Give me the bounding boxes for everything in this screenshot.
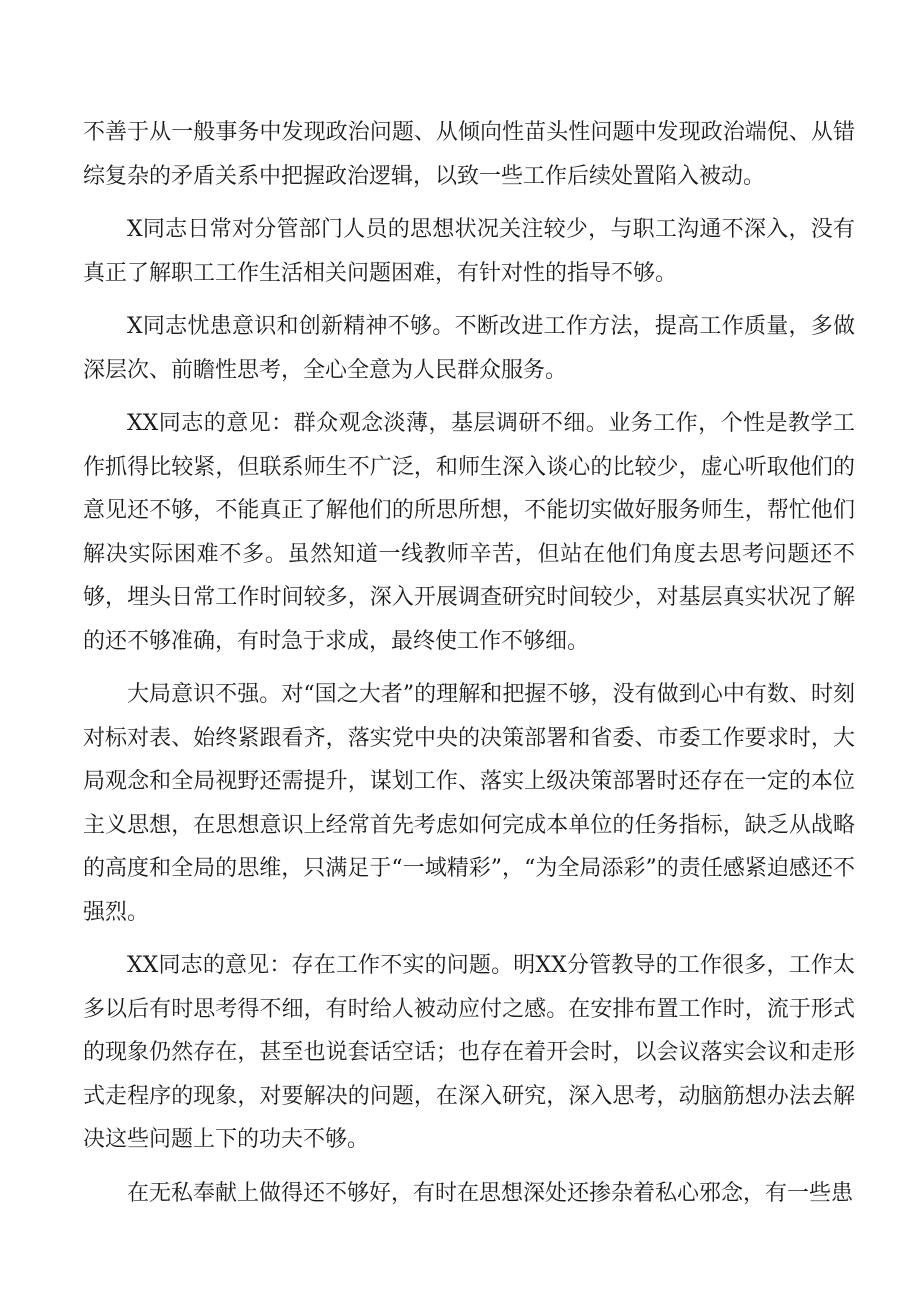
paragraph-dedication: 在无私奉献上做得还不够好，有时在思想深处还掺杂着私心邪念，有一些患	[127, 1180, 854, 1206]
paragraph-continued: 不善于从一般事务中发现政治问题、从倾向性苗头性问题中发现政治端倪、从错综复杂的矛盾关系中把握政治逻辑，以致一些工作后续处置陷入被动。	[83, 120, 855, 189]
paragraph-overall-awareness: 大局意识不强。对“国之大者”的理解和把握不够，没有做到心中有数、时刻对标对表、始终紧跟看齐，落实党中央的决策部署和省委、市委工作要求时，大局观念和全局视野还需提升，谋划工作、落实上级决策部署时还存在一定的本位主义思想，在思想意识上经常首先考虑如何完成本单位的任务指标，缺乏从战略的高度和全局的思维，只满足于“一域精彩”，“为全局添彩”的责任感紧迫感还不强烈。	[83, 682, 855, 925]
paragraph-xx-opinion-mass: XX同志的意见：群众观念淡薄，基层调研不细。业务工作，个性是教学工作抓得比较紧，但联系师生不广泛，和师生深入谈心的比较少，虚心听取他们的意见还不够，不能真正了解他们的所思所想，不能切实做好服务师生，帮忙他们解决实际困难不多。虽然知道一线教师辛苦，但站在他们角度去思考问题还不够，埋头日常工作时间较多，深入开展调查研究时间较少，对基层真实状况了解的还不够准确，有时急于求成，最终使工作不够细。	[83, 411, 855, 654]
document-body	[83, 111, 855, 1215]
paragraph-xx-opinion-work: XX同志的意见：存在工作不实的问题。明XX分管教导的工作很多，工作太多以后有时思考得不细，有时给人被动应付之感。在安排布置工作时，流于形式的现象仍然存在，甚至也说套话空话；也存在着开会时，以会议落实会议和走形式走程序的现象，对要解决的问题，在深入研究，深入思考，动脑筋想办法去解决这些问题上下的功夫不够。	[83, 953, 855, 1152]
paragraph-x-communication: X同志日常对分管部门人员的思想状况关注较少，与职工沟通不深入，没有真正了解职工工作生活相关问题困难，有针对性的指导不够。	[83, 217, 855, 286]
paragraph-x-innovation: X同志忧患意识和创新精神不够。不断改进工作方法，提高工作质量，多做深层次、前瞻性思考，全心全意为人民群众服务。	[83, 314, 855, 383]
